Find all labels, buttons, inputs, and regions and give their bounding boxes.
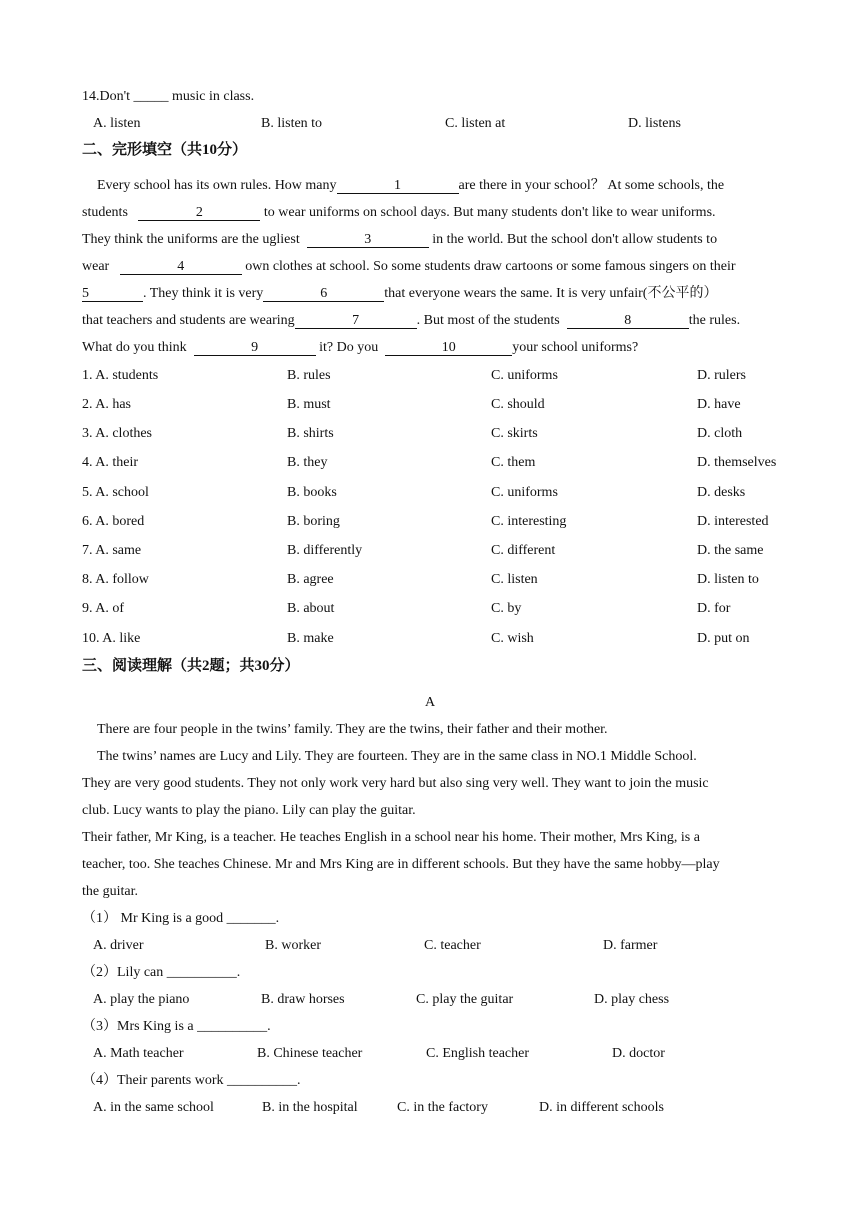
reading-q2-option-c: C. play the guitar xyxy=(416,992,514,1007)
passage-line: the guitar. xyxy=(82,884,138,899)
reading-q2-option-a: A. play the piano xyxy=(93,992,190,1007)
passage-line: Their father, Mr King, is a teacher. He teaches English in a school near his home. Their mother, Mrs King, is a xyxy=(82,830,700,845)
choice-5-b: B. books xyxy=(287,485,337,500)
q14-option-a: A. listen xyxy=(93,116,141,131)
choice-7-a: 7. A. same xyxy=(82,543,142,558)
choice-5-a: 5. A. school xyxy=(82,485,149,500)
choice-4-d: D. themselves xyxy=(697,455,777,470)
choice-3-c: C. skirts xyxy=(491,426,538,441)
choice-7-b: B. differently xyxy=(287,543,363,558)
choice-9-b: B. about xyxy=(287,601,335,616)
cloze-blank-8: 8 xyxy=(567,313,689,329)
choice-5-c: C. uniforms xyxy=(491,485,558,500)
passage-line: club. Lucy wants to play the piano. Lily can play the guitar. xyxy=(82,803,416,818)
reading-q4-option-b: B. in the hospital xyxy=(262,1100,358,1115)
choice-7-d: D. the same xyxy=(697,543,764,558)
reading-q3-stem: （3）Mrs King is a __________. xyxy=(82,1019,271,1034)
reading-q2-option-b: B. draw horses xyxy=(261,992,345,1007)
choice-1-b: B. rules xyxy=(287,368,331,383)
choice-6-c: C. interesting xyxy=(491,514,567,529)
section-3-heading: 三、阅读理解（共2题；共30分） xyxy=(82,658,300,674)
choice-4-a: 4. A. their xyxy=(82,455,138,470)
passage-line: teacher, too. She teaches Chinese. Mr and Mrs King are in different schools. But they have the same hobby—play xyxy=(82,857,720,872)
cloze-line-7: What do you think 9 it? Do you 10 your school uniforms? xyxy=(82,340,639,355)
choice-3-a: 3. A. clothes xyxy=(82,426,152,441)
choice-1-c: C. uniforms xyxy=(491,368,558,383)
reading-q1-stem: （1） Mr King is a good _______. xyxy=(82,911,280,926)
choice-4-c: C. them xyxy=(491,455,536,470)
cloze-line-3: They think the uniforms are the ugliest 3 in the world. But the school don't allow students to xyxy=(82,232,718,247)
choice-2-a: 2. A. has xyxy=(82,397,131,412)
section-2-heading: 二、完形填空（共10分） xyxy=(82,142,248,158)
cloze-blank-2: 2 xyxy=(138,205,260,221)
reading-q4-option-a: A. in the same school xyxy=(93,1100,214,1115)
cloze-blank-3: 3 xyxy=(307,232,429,248)
choice-5-d: D. desks xyxy=(697,485,746,500)
choice-10-a: 10. A. like xyxy=(82,631,141,646)
reading-q1-option-a: A. driver xyxy=(93,938,144,953)
reading-q3-option-a: A. Math teacher xyxy=(93,1046,184,1061)
cloze-line-4: wear 4 own clothes at school. So some students draw cartoons or some famous singers on their xyxy=(82,259,736,274)
cloze-blank-4: 4 xyxy=(120,259,242,275)
choice-8-a: 8. A. follow xyxy=(82,572,149,587)
cloze-line-6: that teachers and students are wearing 7 . But most of the students 8 the rules. xyxy=(82,313,741,328)
reading-q3-option-d: D. doctor xyxy=(612,1046,665,1061)
passage-letter: A xyxy=(425,695,436,710)
cloze-blank-9: 9 xyxy=(194,340,316,356)
reading-q2-option-d: D. play chess xyxy=(594,992,670,1007)
reading-q2-stem: （2）Lily can __________. xyxy=(82,965,241,980)
passage-line: The twins’ names are Lucy and Lily. They are fourteen. They are in the same class in NO.1 Middle School. xyxy=(97,749,697,764)
choice-1-a: 1. A. students xyxy=(82,368,159,383)
choice-10-b: B. make xyxy=(287,631,334,646)
q14-option-b: B. listen to xyxy=(261,116,323,131)
choice-4-b: B. they xyxy=(287,455,328,470)
reading-q1-option-c: C. teacher xyxy=(424,938,481,953)
choice-9-c: C. by xyxy=(491,601,522,616)
choice-10-c: C. wish xyxy=(491,631,534,646)
choice-2-b: B. must xyxy=(287,397,331,412)
reading-q3-option-b: B. Chinese teacher xyxy=(257,1046,363,1061)
choice-8-b: B. agree xyxy=(287,572,334,587)
question-14-stem: 14.Don't _____ music in class. xyxy=(82,89,255,104)
choice-7-c: C. different xyxy=(491,543,556,558)
cloze-line-1: Every school has its own rules. How many 1 are there in your school？ At some schools, the xyxy=(97,178,725,193)
cloze-blank-10: 10 xyxy=(385,340,512,356)
choice-6-b: B. boring xyxy=(287,514,340,529)
cloze-blank-6: 6 xyxy=(263,286,384,302)
cloze-blank-1: 1 xyxy=(337,178,459,194)
choice-1-d: D. rulers xyxy=(697,368,746,383)
choice-3-b: B. shirts xyxy=(287,426,334,441)
reading-q1-option-b: B. worker xyxy=(265,938,321,953)
choice-3-d: D. cloth xyxy=(697,426,743,441)
choice-6-a: 6. A. bored xyxy=(82,514,145,529)
reading-q4-option-d: D. in different schools xyxy=(539,1100,664,1115)
passage-line: They are very good students. They not only work very hard but also sing very well. They want to join the music xyxy=(82,776,709,791)
reading-q4-option-c: C. in the factory xyxy=(397,1100,488,1115)
cloze-line-5: 5 . They think it is very 6 that everyone wears the same. It is very unfair(不公平的） xyxy=(82,286,718,301)
choice-8-c: C. listen xyxy=(491,572,538,587)
cloze-line-2: students 2 to wear uniforms on school days. But many students don't like to wear uniforms. xyxy=(82,205,716,220)
choice-6-d: D. interested xyxy=(697,514,769,529)
passage-line: There are four people in the twins’ family. They are the twins, their father and their mother. xyxy=(97,722,608,737)
q14-option-c: C. listen at xyxy=(445,116,506,131)
choice-10-d: D. put on xyxy=(697,631,750,646)
q14-option-d: D. listens xyxy=(628,116,681,131)
choice-8-d: D. listen to xyxy=(697,572,759,587)
reading-q3-option-c: C. English teacher xyxy=(426,1046,530,1061)
cloze-blank-5: 5 xyxy=(82,286,143,302)
choice-2-c: C. should xyxy=(491,397,545,412)
cloze-blank-7: 7 xyxy=(295,313,417,329)
reading-q1-option-d: D. farmer xyxy=(603,938,658,953)
choice-2-d: D. have xyxy=(697,397,741,412)
choice-9-a: 9. A. of xyxy=(82,601,124,616)
reading-q4-stem: （4）Their parents work __________. xyxy=(82,1073,301,1088)
choice-9-d: D. for xyxy=(697,601,731,616)
